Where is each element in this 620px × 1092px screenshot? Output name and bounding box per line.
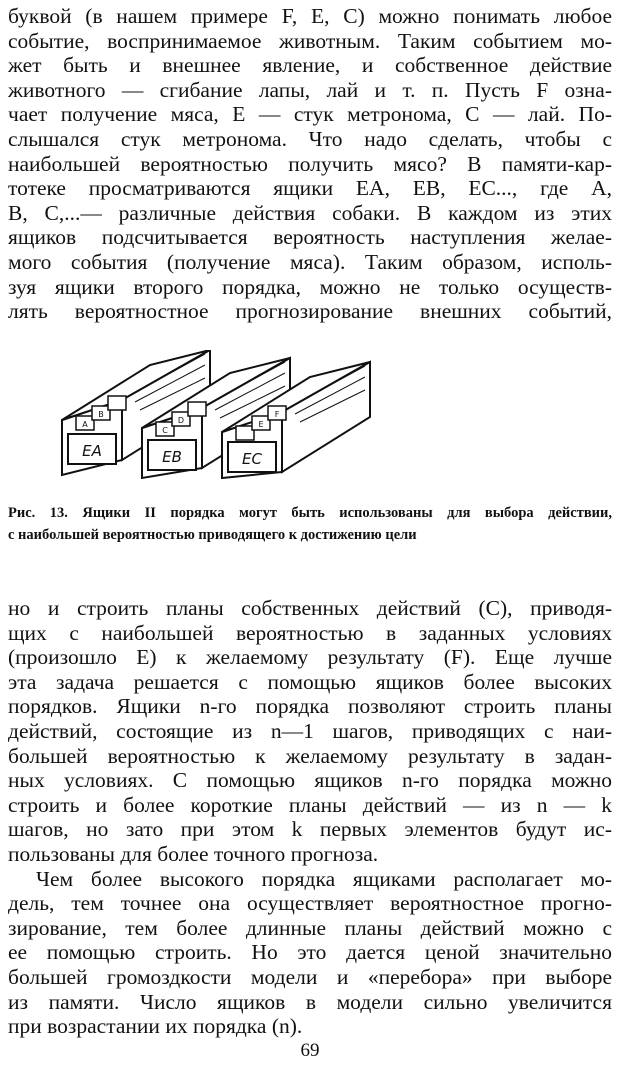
text-line: дель, тем точнее она осуществляет вероятностное прогно- (8, 891, 612, 916)
text-line: при возрастании их порядка (n). (8, 1014, 303, 1039)
text-line: ных условиях. С помощью ящиков n-го порядка можно (8, 768, 612, 793)
text-line: тотеке просматриваются ящики EA, EB, EC..., где A, (8, 176, 612, 201)
text-line: Чем более высокого порядка ящиками располагает мо- (36, 866, 612, 891)
text-line: событие, воспринимаемое животным. Таким событием мо- (8, 28, 612, 53)
text-line: порядков. Ящики n-го порядка позволяют строить планы (8, 694, 612, 719)
text-line: буквой (в нашем примере F, E, C) можно понимать любое (8, 4, 612, 28)
text-line: шагов, но зато при этом k первых элементов будут ис- (8, 817, 612, 842)
box-label-ea: EA (82, 442, 102, 460)
boxes-drawing (60, 350, 380, 480)
text-line: из памяти. Число ящиков в модели сильно увеличится (8, 989, 612, 1014)
text-line: животного — сгибание лапы, лай и т. п. Пусть F озна- (8, 77, 612, 102)
text-line: щих с наибольшей вероятностью в заданных условиях (8, 620, 612, 645)
text-line: но и строить планы собственных действий (C), приводя- (8, 596, 612, 620)
text-line: наибольшей вероятностью получить мясо? В памяти-кар- (8, 151, 612, 176)
text-line: жет быть и внешнее явление, и собственное действие (8, 53, 612, 78)
paragraph-top (8, 4, 612, 324)
card-letter: C (162, 426, 168, 435)
caption-line: с наибольшей вероятностью приводящего к достижению цели (8, 527, 417, 543)
text-line: большей громоздкости модели и «перебора» при выборе (8, 964, 612, 989)
card-letter: B (98, 410, 104, 419)
text-line: B, C,...— различные действия собаки. В каждом из этих (8, 200, 612, 225)
caption-line: Рис. 13. Ящики II порядка могут быть использованы для выбора действии, (8, 505, 612, 521)
card-letter: D (177, 416, 185, 425)
text-line: действий, состоящие из n—1 шагов, приводящих с наи- (8, 718, 612, 743)
figure-boxes-illustration (60, 350, 380, 480)
text-line: большей вероятностью к желаемому результату в задан- (8, 743, 612, 768)
text-line: лять вероятностное прогнозирование внешних событий, (8, 299, 612, 324)
text-line: зуя ящики второго порядка, можно не только осуществ- (8, 274, 612, 299)
text-line: ее помощью строить. Но это дается ценой значительно (8, 940, 612, 965)
card-letter: E (258, 420, 264, 429)
card-letter: F (274, 410, 280, 419)
text-line: эта задача решается с помощью ящиков более высоких (8, 669, 612, 694)
text-line: слышался стук метронома. Что надо сделать, чтобы с (8, 126, 612, 151)
text-line: (произошло E) к желаемому результату (F). Еще лучше (8, 645, 612, 670)
card-letter: A (82, 420, 88, 429)
text-line: зирование, тем более длинные планы действий можно с (8, 915, 612, 940)
page-number: 69 (300, 1040, 320, 1061)
text-line: мого события (получение мяса). Таким образом, исполь- (8, 249, 612, 274)
text-line: ящиков подсчитывается вероятность наступления желае- (8, 225, 612, 250)
box-label-eb: EB (162, 448, 182, 466)
figure-caption (8, 502, 612, 546)
text-line: чает получение мяса, E — стук метронома, C — лай. По- (8, 102, 612, 127)
text-line: строить и более короткие планы действий — из n — k (8, 792, 612, 817)
paragraph-bottom (8, 596, 612, 1039)
text-line: пользованы для более точного прогноза. (8, 841, 379, 866)
box-label-ec: EC (242, 450, 262, 468)
